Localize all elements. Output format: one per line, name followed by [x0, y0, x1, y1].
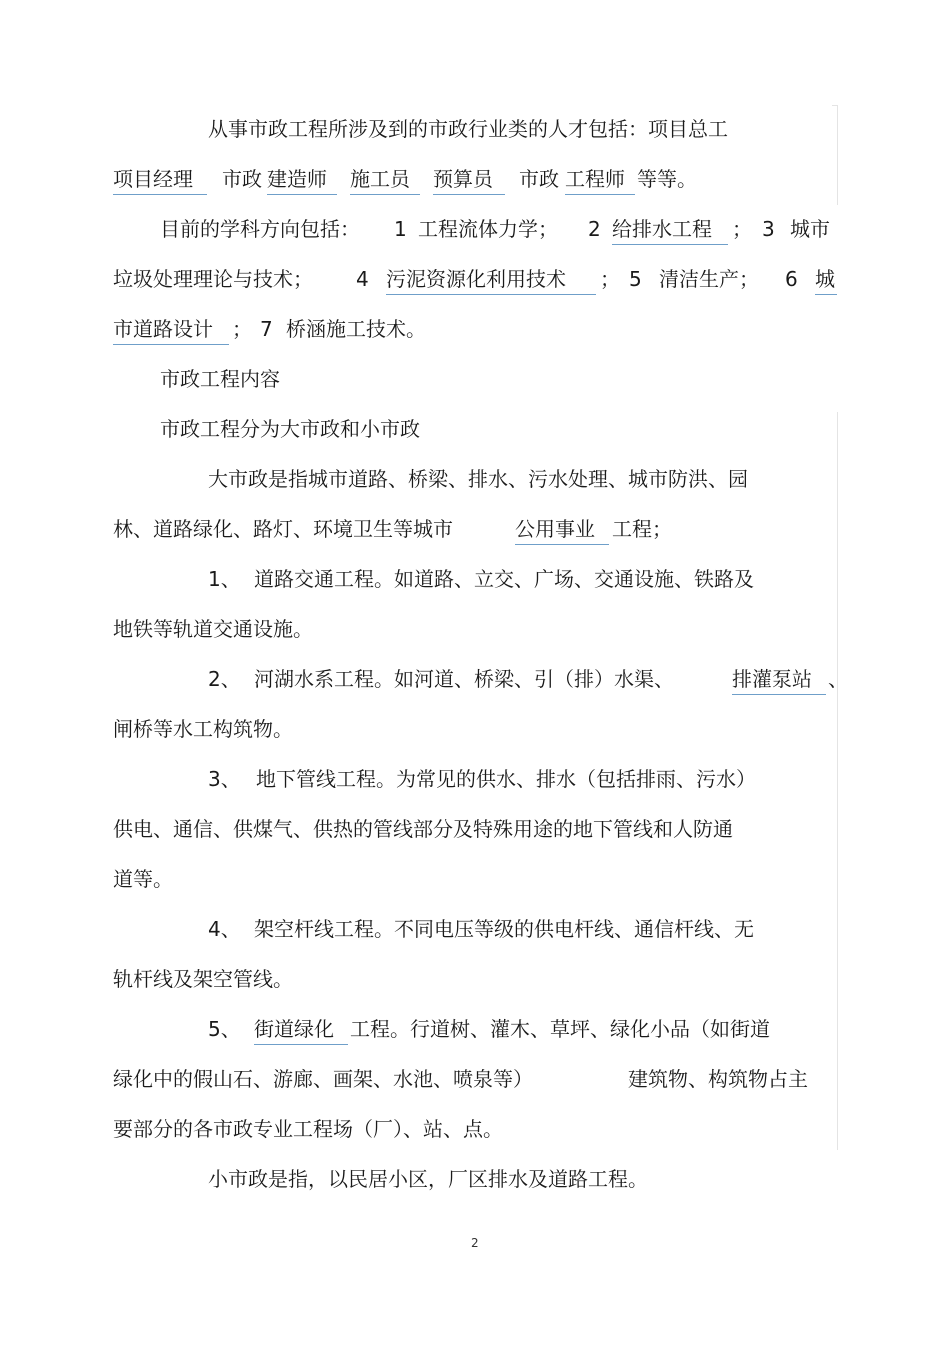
text-segment: 工程流体力学； [418, 217, 558, 241]
text-segment: 轨杆线及架空管线。 [113, 967, 293, 991]
page-number: 2 [471, 1236, 479, 1250]
hyperlink[interactable]: 公用事业 [515, 515, 609, 545]
text-segment: 市政工程内容 [160, 367, 280, 391]
text-segment: 工程。行道树、灌木、草坪、绿化小品（如街道 [350, 1017, 770, 1041]
hyperlink[interactable]: 排灌泵站 [732, 665, 826, 695]
hyperlink[interactable]: 城 [815, 265, 837, 295]
text-segment: 等等。 [637, 167, 697, 191]
text-segment: 6 [785, 267, 798, 291]
text-segment: 4 [356, 267, 369, 291]
text-segment: 地铁等轨道交通设施。 [113, 617, 313, 641]
text-segment: 1 [394, 217, 407, 241]
text-segment: 5 [629, 267, 642, 291]
hyperlink[interactable]: 街道绿化 [254, 1015, 348, 1045]
text-segment: ； [600, 267, 620, 291]
margin-rule-top [837, 105, 838, 205]
text-segment: 垃圾处理理论与技术； [113, 267, 313, 291]
hyperlink[interactable]: 建造师 [267, 165, 337, 195]
hyperlink[interactable]: 预算员 [433, 165, 505, 195]
text-segment: 供电、通信、供煤气、供热的管线部分及特殊用途的地下管线和人防通 [113, 817, 733, 841]
text-segment: 城市 [790, 217, 830, 241]
text-segment: 林、道路绿化、路灯、环境卫生等城市 [113, 517, 453, 541]
text-segment: 地下管线工程。为常见的供水、排水（包括排雨、污水） [256, 767, 756, 791]
text-segment: 河湖水系工程。如河道、桥梁、引（排）水渠、 [254, 667, 674, 691]
hyperlink[interactable]: 项目经理 [113, 165, 207, 195]
hyperlink[interactable]: 工程师 [565, 165, 635, 195]
text-segment: 目前的学科方向包括： [160, 217, 360, 241]
text-segment: 道等。 [113, 867, 173, 891]
hyperlink[interactable]: 市道路设计 [113, 315, 229, 345]
text-segment: 、 [828, 667, 848, 691]
text-segment: 1、 [208, 567, 241, 591]
hyperlink[interactable]: 给排水工程 [612, 215, 728, 245]
text-segment: 5、 [208, 1017, 241, 1041]
text-segment: 清洁生产； [659, 267, 759, 291]
hyperlink[interactable]: 污泥资源化利用技术 [386, 265, 596, 295]
text-segment: 2 [588, 217, 601, 241]
text-segment: 3 [762, 217, 775, 241]
hyperlink[interactable]: 施工员 [350, 165, 420, 195]
text-segment: 绿化中的假山石、游廊、画架、水池、喷泉等） [113, 1067, 533, 1091]
text-segment: 桥涵施工技术。 [286, 317, 426, 341]
text-segment: 道路交通工程。如道路、立交、广场、交通设施、铁路及 [254, 567, 754, 591]
text-segment: 市政 [519, 167, 559, 191]
text-segment: ； [232, 317, 252, 341]
margin-rule-bottom [837, 412, 838, 1150]
text-segment: 从事市政工程所涉及到的市政行业类的人才包括：项目总工 [208, 117, 728, 141]
text-segment: 4、 [208, 917, 241, 941]
text-segment: 架空杆线工程。不同电压等级的供电杆线、通信杆线、无 [254, 917, 754, 941]
text-segment: 2、 [208, 667, 241, 691]
text-segment: 大市政是指城市道路、桥梁、排水、污水处理、城市防洪、园 [208, 467, 748, 491]
text-segment: 建筑物、构筑物占主 [628, 1067, 808, 1091]
text-segment: 要部分的各市政专业工程场（厂）、站、点。 [113, 1117, 503, 1141]
text-segment: 市政 [222, 167, 262, 191]
text-segment: ； [732, 217, 752, 241]
text-segment: 3、 [208, 767, 241, 791]
text-segment: 小市政是指，以民居小区，厂区排水及道路工程。 [208, 1167, 648, 1191]
text-segment: 闸桥等水工构筑物。 [113, 717, 293, 741]
text-segment: 工程； [612, 517, 672, 541]
margin-tick [832, 105, 838, 106]
text-segment: 7 [260, 317, 273, 341]
text-segment: 市政工程分为大市政和小市政 [160, 417, 420, 441]
